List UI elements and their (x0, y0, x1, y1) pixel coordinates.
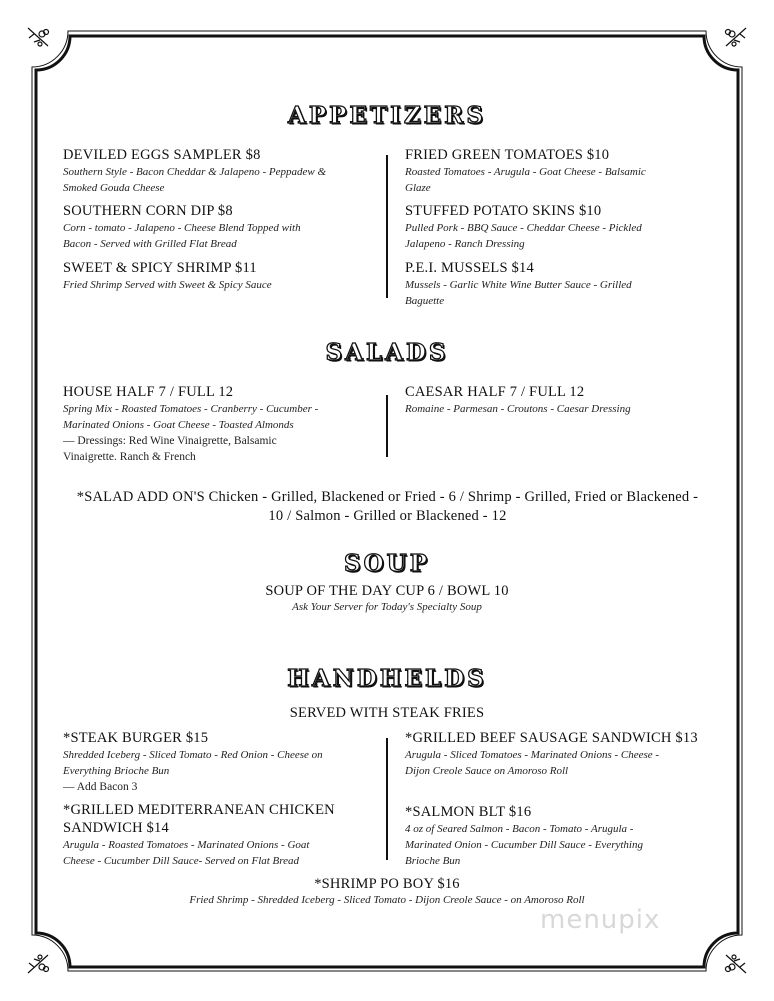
item-name: *SALMON BLT $16 (405, 804, 532, 820)
item-name: FRIED GREEN TOMATOES $10 (405, 147, 610, 163)
item-description: Romaine - Parmesan - Croutons - Caesar Dressing (405, 403, 631, 415)
section-title-salads: SALADS (325, 339, 449, 366)
column-divider (386, 395, 388, 457)
item-name: *STEAK BURGER $15 (63, 730, 209, 746)
menu-item (63, 801, 363, 869)
item-description: Ask Your Server for Today's Specialty Soup (292, 601, 482, 613)
item-name: P.E.I. MUSSELS $14 (405, 260, 534, 276)
item-description: 4 oz of Seared Salmon - Bacon - Tomato - Arugula - Marinated Onion - Cucumber Dill Sauce - Everything Brioche Bun (405, 823, 643, 867)
menu-item (405, 202, 705, 252)
item-name: SWEET & SPICY SHRIMP $11 (63, 260, 257, 276)
menu-item (405, 146, 705, 196)
item-description: Fried Shrimp Served with Sweet & Spicy Sauce (63, 279, 272, 291)
item-description: Arugula - Roasted Tomatoes - Marinated Onions - Goat Cheese - Cucumber Dill Sauce- Served on Flat Bread (63, 839, 310, 867)
item-name: *GRILLED MEDITERRANEAN CHICKEN SANDWICH $14 (63, 802, 335, 836)
column-divider (386, 738, 388, 860)
menu-item (63, 729, 363, 795)
item-description: Corn - tomato - Jalapeno - Cheese Blend Topped with Bacon - Served with Grilled Flat Bread (63, 222, 301, 250)
item-note: — Dressings: Red Wine Vinaigrette, Balsamic Vinaigrette. Ranch & French (63, 435, 277, 463)
section-title-soup: SOUP (344, 550, 430, 577)
item-name: DEVILED EGGS SAMPLER $8 (63, 147, 261, 163)
item-description: Southern Style - Bacon Cheddar & Jalapeno - Peppadew & Smoked Gouda Cheese (63, 166, 327, 194)
menu-item (63, 383, 363, 465)
item-description: Roasted Tomatoes - Arugula - Goat Cheese - Balsamic Glaze (405, 166, 646, 194)
menu-item (63, 146, 363, 196)
item-description: Pulled Pork - BBQ Sauce - Cheddar Cheese - Pickled Jalapeno - Ranch Dressing (405, 222, 642, 250)
item-description: Fried Shrimp - Shredded Iceberg - Sliced Tomato - Dijon Creole Sauce - on Amoroso Roll (189, 894, 585, 906)
item-name: CAESAR HALF 7 / FULL 12 (405, 384, 585, 400)
item-name: *GRILLED BEEF SAUSAGE SANDWICH $13 (405, 730, 698, 746)
section-subtitle: SERVED WITH STEAK FRIES (289, 705, 485, 721)
item-name: SOUP OF THE DAY CUP 6 / BOWL 10 (265, 583, 509, 599)
section-title-handhelds: HANDHELDS (287, 665, 487, 692)
menu-item (405, 259, 705, 309)
item-name: SOUTHERN CORN DIP $8 (63, 203, 233, 219)
section-title-appetizers: APPETIZERS (288, 102, 486, 129)
menu-item (63, 202, 363, 252)
menu-item (405, 383, 705, 417)
item-description: Spring Mix - Roasted Tomatoes - Cranberry - Cucumber - Marinated Onions - Goat Cheese - Toasted Almonds (63, 403, 319, 431)
column-divider (386, 155, 388, 298)
menu-item (405, 803, 705, 869)
menu-item (63, 259, 363, 293)
item-description: Shredded Iceberg - Sliced Tomato - Red Onion - Cheese on Everything Brioche Bun (63, 749, 323, 777)
item-name: STUFFED POTATO SKINS $10 (405, 203, 602, 219)
item-name: HOUSE HALF 7 / FULL 12 (63, 384, 234, 400)
item-name: *SHRIMP PO BOY $16 (314, 876, 460, 892)
salad-add-ons: *SALAD ADD ON'S Chicken - Grilled, Blackened or Fried - 6 / Shrimp - Grilled, Fried or Blackened - 10 / Salmon - Grilled or Blackened - 12 (76, 489, 699, 524)
item-description: Arugula - Sliced Tomatoes - Marinated Onions - Cheese - Dijon Creole Sauce on Amoroso Roll (405, 749, 660, 777)
watermark: menupix (540, 905, 661, 935)
menu-item (405, 729, 705, 779)
item-description: Mussels - Garlic White Wine Butter Sauce - Grilled Baguette (405, 279, 632, 307)
item-note: — Add Bacon 3 (63, 781, 138, 793)
